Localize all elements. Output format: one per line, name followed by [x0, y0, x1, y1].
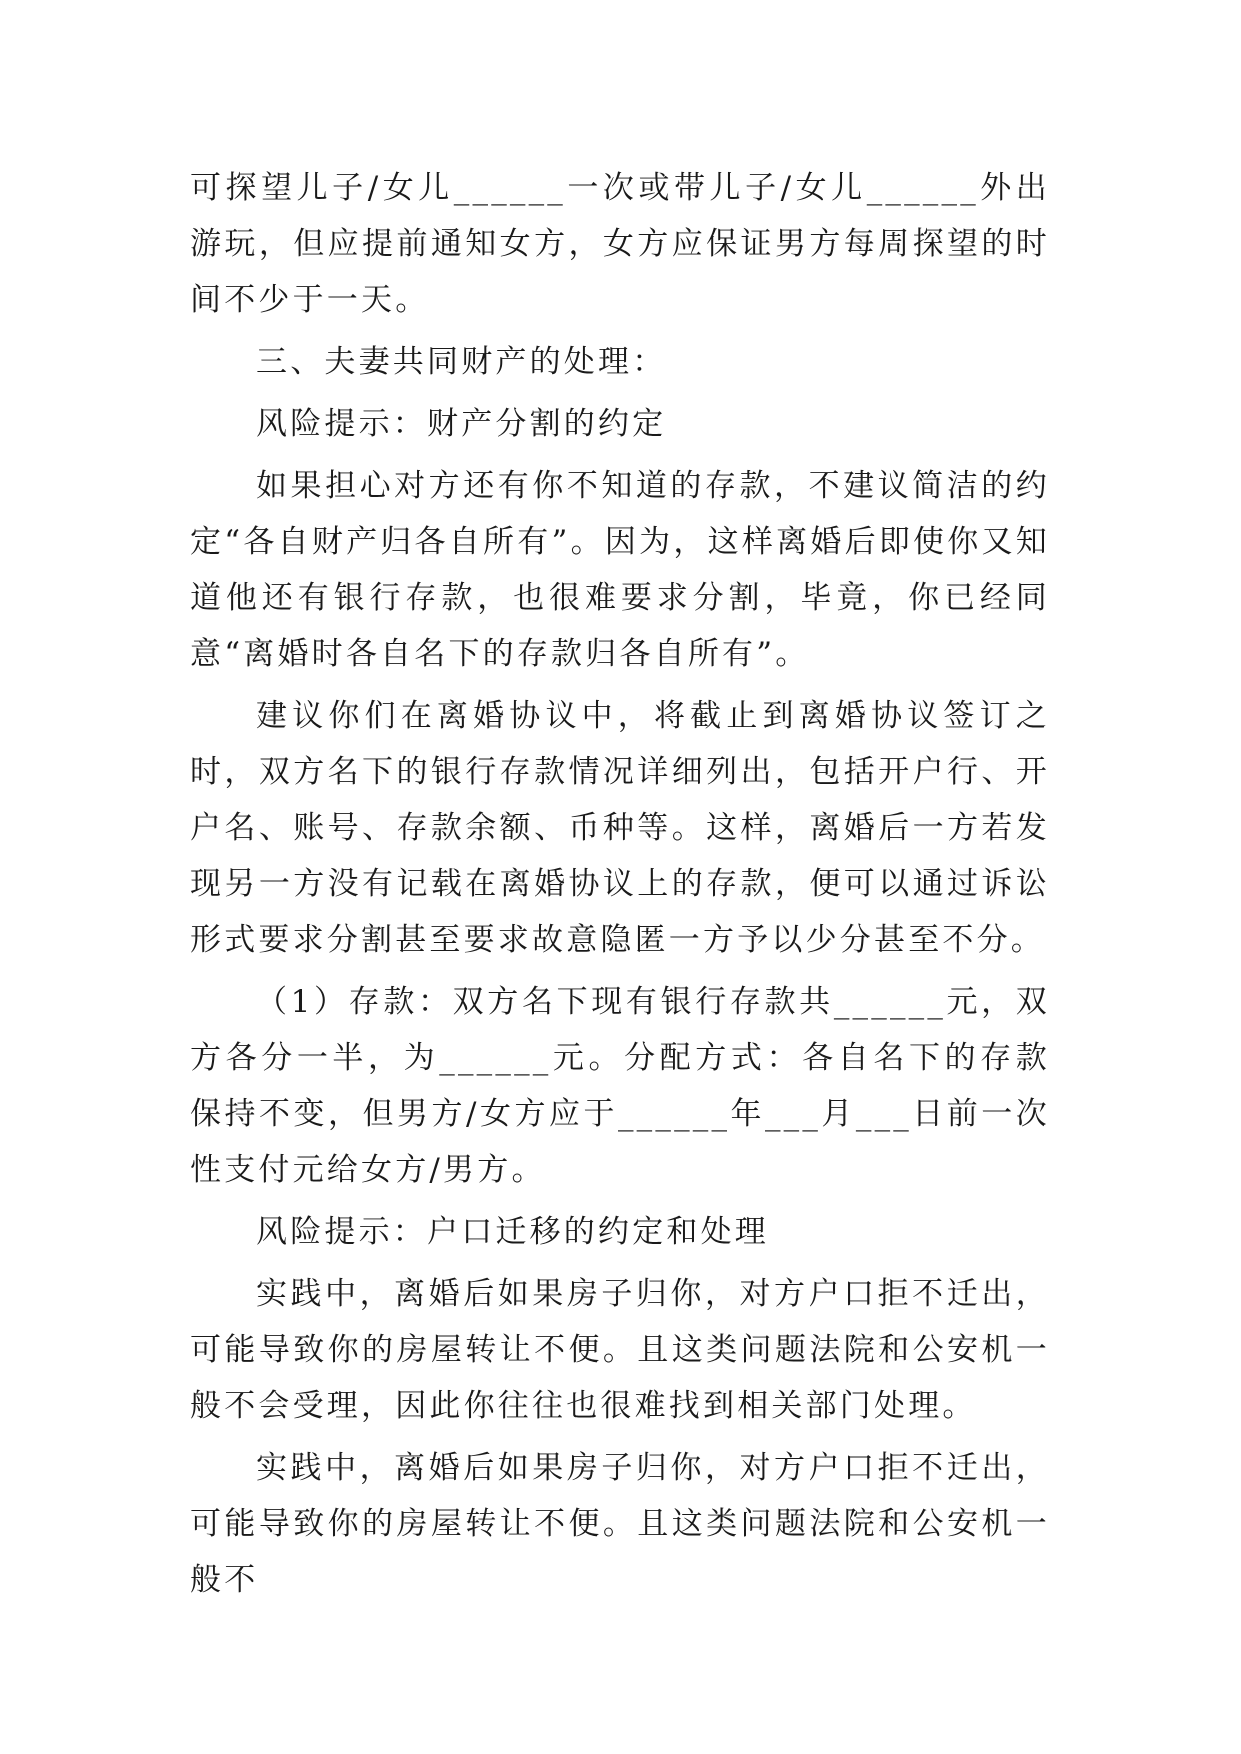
risk-note-household-registration: 风险提示：户口迁移的约定和处理 [256, 1214, 769, 1250]
paragraph-visitation: 可探望儿子/女儿______一次或带儿子/女儿______外出游玩，但应提前通知女方，女方应保证男方每周探望的时间不少于一天。 [190, 170, 1050, 318]
paragraph-deposit-concern: 如果担心对方还有你不知道的存款，不建议简洁的约定“各自财产归各自所有”。因为，这样离婚后即使你又知道他还有银行存款，也很难要求分割，毕竟，你已经同意“离婚时各自名下的存款归各自所有”。 [190, 468, 1050, 672]
paragraph-deposit-suggestion: 建议你们在离婚协议中，将截止到离婚协议签订之时，双方名下的银行存款情况详细列出，包括开户行、开户名、账号、存款余额、币种等。这样，离婚后一方若发现另一方没有记载在离婚协议上的存款，便可以通过诉讼形式要求分割甚至要求故意隐匿一方予以少分甚至不分。 [190, 698, 1050, 958]
risk-note-property-division: 风险提示：财产分割的约定 [256, 406, 667, 442]
clause-deposits: （1）存款：双方名下现有银行存款共______元，双方各分一半，为______元。分配方式：各自名下的存款保持不变，但男方/女方应于______年___月___日前一次性支付元给女方/男方。 [190, 984, 1050, 1188]
heading-joint-property: 三、夫妻共同财产的处理： [256, 344, 667, 380]
document-body [190, 160, 1050, 1614]
paragraph-household-practice-repeat: 实践中，离婚后如果房子归你，对方户口拒不迁出，可能导致你的房屋转让不便。且这类问题法院和公安机一般不 [190, 1450, 1050, 1598]
paragraph-household-practice: 实践中，离婚后如果房子归你，对方户口拒不迁出，可能导致你的房屋转让不便。且这类问题法院和公安机一般不会受理，因此你往往也很难找到相关部门处理。 [190, 1276, 1050, 1424]
